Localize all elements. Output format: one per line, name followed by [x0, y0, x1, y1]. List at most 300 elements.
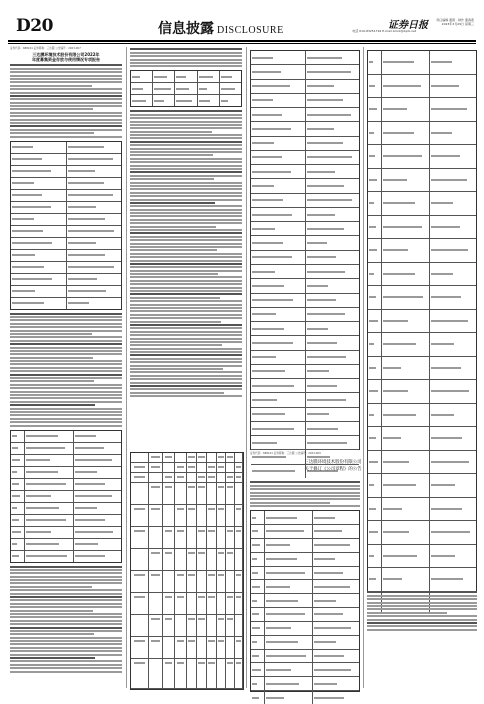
text-line	[10, 637, 122, 639]
table-cell	[24, 467, 72, 478]
text-line	[130, 243, 242, 245]
text-line	[369, 320, 378, 322]
text-line	[130, 260, 242, 262]
table-row	[11, 202, 121, 214]
table-cell	[251, 681, 264, 686]
table-cell	[305, 279, 360, 292]
table-cell	[175, 463, 187, 473]
text-line	[307, 142, 344, 144]
text-line	[12, 158, 42, 160]
text-line	[165, 618, 173, 620]
text-line	[10, 384, 122, 386]
table-cell	[235, 549, 243, 571]
table-row	[11, 142, 121, 154]
text-line	[177, 508, 185, 510]
text-line	[10, 620, 122, 622]
table-cell	[251, 155, 305, 160]
text-line	[10, 643, 122, 645]
text-line	[12, 447, 18, 449]
text-line	[383, 155, 422, 157]
text-line	[367, 615, 477, 617]
table-cell	[163, 593, 175, 615]
table-cell	[163, 505, 175, 527]
table-cell	[226, 505, 235, 527]
table-cell	[131, 453, 149, 463]
text-line	[130, 55, 242, 57]
table-cell	[312, 663, 359, 676]
text-line	[10, 391, 122, 393]
text-line	[26, 435, 57, 437]
table-row	[11, 166, 121, 178]
table-cell	[226, 571, 235, 593]
table-cell	[235, 593, 243, 615]
table-cell	[174, 95, 196, 106]
text-line	[10, 353, 122, 355]
text-line	[10, 119, 122, 121]
table-cell	[11, 217, 66, 222]
text-line	[130, 114, 242, 116]
table-cell	[207, 571, 217, 593]
table-cell	[251, 667, 264, 672]
table-cell	[305, 251, 360, 264]
column-3-lower	[250, 452, 360, 455]
table-cell	[429, 192, 476, 215]
text-line	[252, 613, 259, 615]
table-cell	[381, 333, 428, 356]
text-line	[188, 456, 194, 458]
table-cell	[175, 659, 187, 689]
text-line	[12, 242, 52, 244]
table-cell	[149, 571, 163, 593]
text-line	[10, 667, 122, 669]
table-cell	[73, 515, 121, 526]
table-cell	[312, 594, 359, 607]
table-cell	[226, 527, 235, 549]
text-line	[369, 85, 375, 87]
table-cell	[264, 663, 311, 676]
text-line	[130, 232, 242, 234]
text-line	[10, 633, 94, 635]
text-line	[10, 326, 122, 328]
table-cell	[381, 404, 428, 427]
text-line	[10, 387, 122, 389]
text-line	[199, 76, 214, 78]
text-line	[383, 273, 415, 275]
text-line	[68, 242, 97, 244]
table-cell	[131, 483, 149, 505]
text-line	[68, 158, 113, 160]
table-cell	[11, 241, 66, 246]
text-line	[10, 654, 122, 656]
text-line	[221, 100, 229, 102]
table-cell	[149, 505, 163, 527]
text-line	[314, 641, 337, 643]
table-cell	[429, 474, 476, 497]
text-line	[208, 466, 214, 468]
table-cell	[368, 483, 381, 488]
table-cell	[11, 446, 24, 451]
table-cell	[381, 357, 428, 380]
text-line	[431, 61, 452, 63]
table-cell	[226, 593, 235, 615]
text-line	[10, 336, 122, 338]
text-line	[151, 552, 160, 554]
table-cell	[251, 112, 305, 117]
text-line	[221, 76, 232, 78]
table-cell	[163, 549, 175, 571]
table-row	[251, 422, 359, 436]
text-line	[383, 555, 417, 557]
table-cell	[152, 95, 174, 106]
table-cell	[251, 355, 305, 360]
center-body	[250, 480, 360, 695]
text-line	[208, 574, 214, 576]
text-line	[130, 307, 242, 309]
text-line	[431, 508, 463, 510]
table-cell	[217, 593, 226, 615]
text-line	[236, 476, 241, 478]
text-line	[236, 662, 241, 664]
table-cell	[73, 539, 121, 550]
table-row	[131, 95, 241, 106]
text-line	[252, 669, 261, 671]
table-cell	[11, 289, 66, 294]
table-cell	[429, 451, 476, 474]
text-line	[227, 486, 233, 488]
table-cell	[175, 549, 187, 571]
table-row	[368, 286, 476, 310]
text-line	[130, 361, 242, 363]
table-cell	[305, 165, 360, 178]
text-line	[383, 132, 414, 134]
text-line	[383, 414, 416, 416]
text-line	[252, 285, 284, 287]
table-cell	[429, 568, 476, 591]
text-line	[252, 128, 291, 130]
table-row	[251, 80, 359, 94]
text-line	[198, 662, 204, 664]
table-cell	[251, 198, 305, 203]
text-line	[10, 664, 122, 666]
text-line	[165, 486, 173, 488]
text-line	[227, 530, 233, 532]
text-line	[10, 125, 122, 127]
table-cell	[131, 473, 149, 483]
text-line	[431, 249, 468, 251]
text-line	[130, 151, 242, 153]
table-cell	[207, 463, 217, 473]
text-line	[383, 508, 402, 510]
text-line	[130, 62, 242, 64]
text-line	[26, 555, 66, 557]
text-line	[130, 148, 242, 150]
amendment-table	[367, 50, 477, 592]
text-line	[68, 206, 96, 208]
table-cell	[305, 80, 360, 93]
table-cell	[429, 498, 476, 521]
article-title-line-1: 三达膜环境技术股份有限公司2022年	[32, 52, 100, 58]
table-cell	[235, 463, 243, 473]
text-line	[367, 619, 477, 621]
table-cell	[24, 551, 72, 562]
text-line	[130, 182, 242, 184]
table-cell	[73, 491, 121, 502]
table-cell	[429, 145, 476, 168]
text-line	[130, 171, 242, 173]
table-cell	[219, 95, 241, 106]
table-row	[368, 568, 476, 592]
text-line	[130, 392, 224, 394]
center-title-line-2: 关于修订《公司章程》的公告	[304, 467, 362, 472]
table-cell	[11, 301, 66, 306]
text-line	[130, 331, 242, 333]
text-line	[208, 596, 214, 598]
text-line	[130, 321, 221, 323]
table-cell	[11, 229, 66, 234]
text-line	[130, 327, 242, 329]
table-row	[251, 236, 359, 250]
table-cell	[11, 470, 24, 475]
text-line	[10, 572, 122, 574]
table-row	[11, 503, 121, 515]
text-line	[130, 134, 242, 136]
text-line	[130, 141, 242, 143]
table-cell	[305, 208, 360, 221]
table-row	[251, 594, 359, 608]
text-line	[208, 662, 214, 664]
table-cell	[251, 369, 305, 374]
text-line	[188, 486, 194, 488]
table-row	[368, 474, 476, 498]
table-row	[11, 455, 121, 467]
text-line	[75, 447, 104, 449]
table-row	[11, 250, 121, 262]
text-line	[10, 640, 122, 642]
text-line	[252, 572, 258, 574]
text-line	[10, 599, 122, 601]
table-cell	[251, 212, 305, 217]
table-cell	[24, 443, 72, 454]
table-cell	[305, 336, 360, 349]
table-cell	[24, 539, 72, 550]
text-line	[75, 459, 112, 461]
table-cell	[219, 71, 241, 82]
text-line	[75, 483, 105, 485]
text-line	[10, 380, 94, 382]
table-row	[368, 51, 476, 75]
text-line	[165, 476, 173, 478]
date-line: 2023年3月29日 星期三	[441, 22, 474, 26]
table-cell	[131, 659, 149, 689]
table-cell	[312, 580, 359, 593]
text-line	[252, 228, 275, 230]
text-line	[208, 476, 214, 478]
table-cell	[11, 530, 24, 535]
text-line	[252, 271, 275, 273]
text-line	[12, 170, 51, 172]
text-line	[252, 428, 294, 430]
table-cell	[187, 637, 197, 659]
table-cell	[175, 637, 187, 659]
table-row	[11, 527, 121, 539]
text-line	[10, 589, 122, 591]
text-line	[367, 605, 477, 607]
text-line	[252, 313, 276, 315]
table-cell	[24, 503, 72, 514]
table-row	[11, 178, 121, 190]
text-line	[10, 582, 122, 584]
text-line	[130, 168, 242, 170]
table-cell	[368, 130, 381, 135]
data-table	[10, 430, 122, 563]
table-cell	[368, 342, 381, 347]
table-cell	[66, 238, 122, 249]
text-line	[10, 627, 122, 629]
text-line	[26, 447, 65, 449]
text-line	[26, 519, 66, 521]
text-line	[431, 85, 460, 87]
table-cell	[66, 214, 122, 225]
text-line	[130, 395, 242, 397]
text-line	[10, 357, 93, 359]
text-line	[130, 263, 242, 265]
text-line	[10, 71, 122, 73]
table-cell	[207, 549, 217, 571]
text-line	[130, 378, 242, 380]
page-number: D20	[16, 16, 53, 36]
table-cell	[163, 453, 175, 463]
text-line	[266, 627, 290, 629]
table-cell	[381, 427, 428, 450]
text-line	[307, 199, 353, 201]
text-line	[134, 466, 146, 468]
text-line	[198, 552, 204, 554]
table-cell	[264, 511, 311, 524]
text-line	[369, 414, 374, 416]
table-cell	[66, 202, 122, 213]
text-line	[10, 606, 122, 608]
table-row	[251, 553, 359, 567]
text-line	[252, 85, 290, 87]
table-cell	[235, 505, 243, 527]
table-cell	[251, 98, 305, 103]
table-cell	[226, 463, 235, 473]
table-row	[251, 539, 359, 553]
table-cell	[368, 389, 381, 394]
text-line	[75, 519, 105, 521]
table-cell	[264, 553, 311, 566]
text-line	[314, 530, 343, 532]
table-cell	[251, 440, 305, 445]
table-row	[251, 165, 359, 179]
table-cell	[312, 622, 359, 635]
text-line	[130, 388, 242, 390]
table-cell	[187, 593, 197, 615]
text-line	[307, 214, 336, 216]
table-cell	[73, 431, 121, 442]
text-line	[188, 466, 194, 468]
table-cell	[175, 571, 187, 593]
table-cell	[187, 659, 197, 689]
text-line	[266, 558, 297, 560]
table-cell	[381, 286, 428, 309]
text-line	[10, 112, 122, 114]
table-cell	[251, 70, 305, 75]
table-cell	[187, 483, 197, 505]
text-line	[198, 596, 204, 598]
table-cell	[163, 637, 175, 659]
table-cell	[305, 294, 360, 307]
table-cell	[312, 608, 359, 621]
table-cell	[368, 412, 381, 417]
text-line	[10, 367, 122, 369]
text-line	[10, 596, 122, 598]
table-cell	[264, 539, 311, 552]
table-cell	[381, 51, 428, 74]
table-row	[368, 498, 476, 522]
column-3	[250, 47, 360, 453]
text-line	[266, 683, 298, 685]
table-cell	[251, 529, 264, 534]
text-line	[252, 413, 285, 415]
table-cell	[251, 398, 305, 403]
table-cell	[187, 549, 197, 571]
table-row	[251, 194, 359, 208]
text-line	[383, 61, 414, 63]
text-line	[252, 242, 283, 244]
text-line	[221, 88, 235, 90]
text-line	[130, 266, 242, 268]
text-line	[130, 341, 242, 343]
table-cell	[251, 298, 305, 303]
column-divider	[246, 47, 247, 688]
text-line	[26, 459, 50, 461]
text-line	[26, 531, 51, 533]
text-line	[132, 88, 143, 90]
table-cell	[305, 322, 360, 335]
text-line	[12, 146, 33, 148]
text-line	[266, 586, 290, 588]
table-row	[251, 525, 359, 539]
text-line	[134, 662, 146, 664]
table-row	[368, 404, 476, 428]
table-cell	[217, 463, 226, 473]
text-line	[250, 505, 360, 507]
text-line	[252, 299, 293, 301]
table-cell	[131, 571, 149, 593]
text-line	[307, 413, 330, 415]
table-row	[368, 145, 476, 169]
text-line	[10, 132, 94, 134]
table-row	[251, 108, 359, 122]
text-line	[314, 655, 344, 657]
text-line	[218, 574, 224, 576]
text-line	[252, 655, 259, 657]
table-row	[368, 216, 476, 240]
text-line	[130, 314, 242, 316]
table-cell	[175, 453, 187, 463]
text-line	[10, 657, 95, 659]
text-line	[252, 399, 277, 401]
text-line	[10, 374, 122, 376]
text-line	[10, 411, 122, 413]
text-line	[176, 100, 192, 102]
table-cell	[368, 365, 381, 370]
text-line	[10, 313, 122, 315]
table-cell	[11, 458, 24, 463]
text-line	[12, 471, 17, 473]
table-row	[251, 580, 359, 594]
